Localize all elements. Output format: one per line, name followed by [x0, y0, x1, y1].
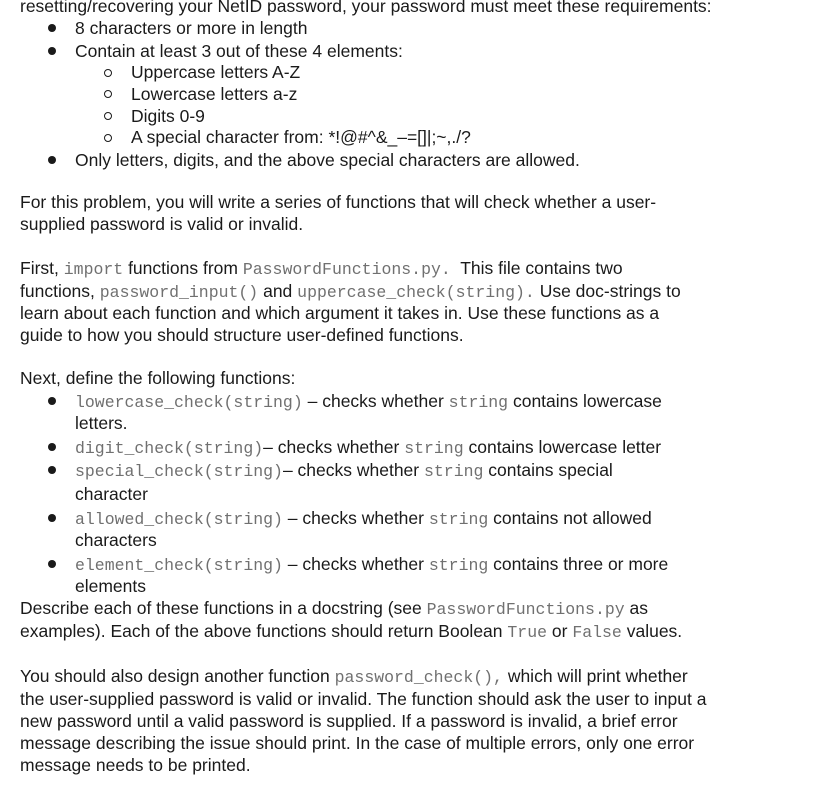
password-input-func: password_input()	[99, 283, 259, 302]
para5-line5: message needs to be printed.	[20, 755, 251, 775]
func-special: special_check(string)– checks whether string contains special	[75, 460, 613, 481]
intro-text: resetting/recovering your NetID password, your password must meet these requirements:	[20, 0, 712, 16]
file-name: PasswordFunctions.py	[426, 600, 625, 619]
import-keyword: import	[63, 260, 124, 279]
element-lowercase: Lowercase letters a-z	[131, 84, 298, 104]
para2-line4: guide to how you should structure user-defined functions.	[20, 325, 464, 345]
para2-line3: learn about each function and which argument it takes in. Use these functions as a	[20, 303, 660, 323]
para1-line2: supplied password is valid or invalid.	[20, 214, 304, 234]
para2-line2: functions, password_input() and uppercase_check(string). Use doc-strings to	[20, 281, 681, 302]
func-allowed-cont: characters	[75, 530, 157, 550]
false-keyword: False	[572, 623, 622, 642]
true-keyword: True	[507, 623, 548, 642]
requirement-elements: Contain at least 3 out of these 4 elements:	[75, 41, 403, 61]
sub-bullet	[104, 90, 112, 98]
sub-bullet	[104, 69, 112, 77]
bullet	[48, 24, 56, 32]
bullet	[48, 47, 56, 55]
func-lowercase-cont: letters.	[75, 413, 128, 433]
func-digit: digit_check(string)– checks whether string contains lowercase letter	[75, 437, 662, 458]
para4-line1: Describe each of these functions in a docstring (see PasswordFunctions.py as	[20, 598, 649, 619]
element-digits: Digits 0-9	[131, 106, 205, 126]
para5-line3: new password until a valid password is supplied. If a password is invalid, a brief error	[20, 711, 678, 731]
password-check-func: password_check(),	[334, 668, 503, 687]
para5-line2: the user-supplied password is valid or invalid. The function should ask the user to input a	[20, 689, 707, 709]
sub-bullet	[104, 134, 112, 142]
bullet	[48, 156, 56, 164]
bullet	[48, 397, 56, 405]
para1-line1: For this problem, you will write a series of functions that will check whether a user-	[20, 192, 657, 212]
requirement-length: 8 characters or more in length	[75, 18, 308, 38]
bullet	[48, 443, 56, 451]
bullet	[48, 466, 56, 474]
sub-bullet	[104, 112, 112, 120]
uppercase-check-func: uppercase_check(string).	[297, 283, 535, 302]
bullet	[48, 560, 56, 568]
func-special-cont: character	[75, 484, 148, 504]
func-allowed: allowed_check(string) – checks whether string contains not allowed	[75, 508, 652, 529]
bullet	[48, 514, 56, 522]
para2-line1: First, import functions from PasswordFunctions.py. This file contains two	[20, 258, 623, 279]
para5-line4: message describing the issue should print. In the case of multiple errors, only one error	[20, 733, 695, 753]
para3-intro: Next, define the following functions:	[20, 368, 296, 388]
func-element-cont: elements	[75, 576, 147, 596]
func-lowercase: lowercase_check(string) – checks whether string contains lowercase	[75, 391, 662, 412]
para5-line1: You should also design another function password_check(), which will print whether	[20, 666, 688, 687]
element-uppercase: Uppercase letters A-Z	[131, 62, 301, 82]
requirement-allowed: Only letters, digits, and the above special characters are allowed.	[75, 150, 580, 170]
para4-line2: examples). Each of the above functions should return Boolean True or False values.	[20, 621, 683, 642]
file-name: PasswordFunctions.py.	[242, 260, 451, 279]
element-special: A special character from: *!@#^&_–=[]|;~,./?	[131, 127, 471, 147]
func-element: element_check(string) – checks whether string contains three or more	[75, 554, 669, 575]
